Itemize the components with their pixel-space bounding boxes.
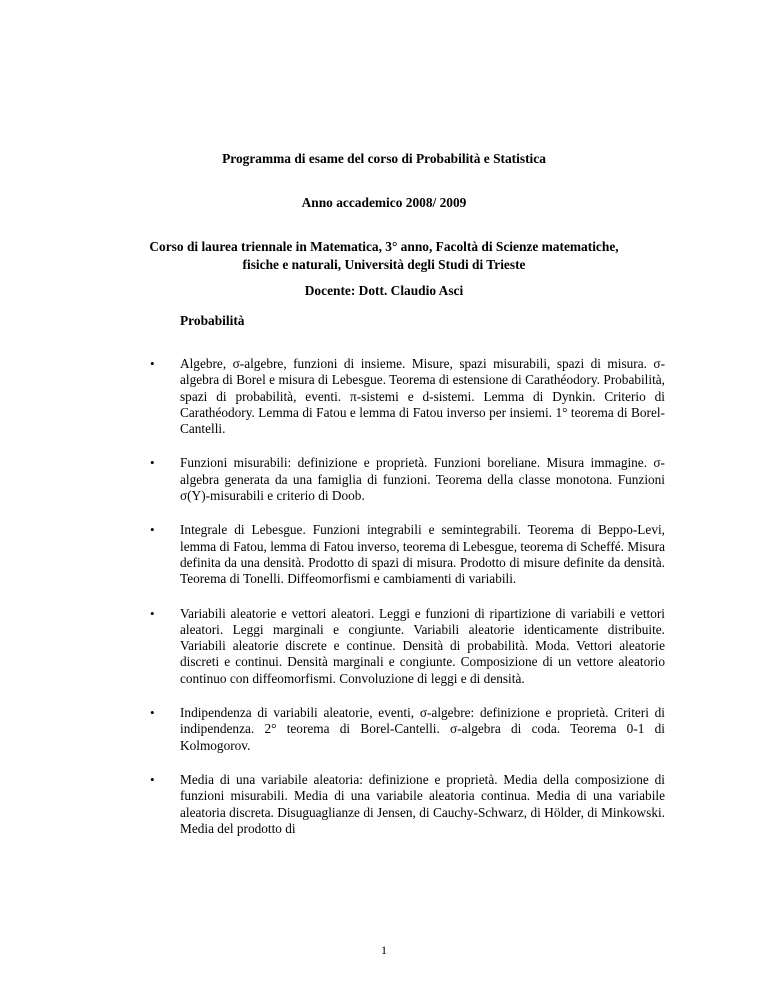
course-line-2: fisiche e naturali, Università degli Studi di Trieste bbox=[242, 257, 526, 272]
document-title: Programma di esame del corso di Probabilità e Statistica bbox=[222, 151, 546, 166]
list-item-text: Funzioni misurabili: definizione e proprietà. Funzioni boreliane. Misura immagine. σ-algebra generata da una famiglia di funzioni. Teorema della classe monotona. Funzioni σ(Y)-misurabili e criterio di Doob. bbox=[180, 455, 665, 504]
topic-list bbox=[150, 356, 665, 855]
bullet-icon: • bbox=[150, 455, 155, 471]
bullet-icon: • bbox=[150, 705, 155, 721]
bullet-icon: • bbox=[150, 522, 155, 538]
bullet-icon: • bbox=[150, 356, 155, 371]
bullet-icon: • bbox=[150, 771, 155, 787]
list-item bbox=[150, 705, 665, 754]
list-item-text: Indipendenza di variabili aleatorie, eventi, σ-algebre: definizione e proprietà. Criteri di indipendenza. 2° teorema di Borel-Cantelli. σ-algebra di coda. Teorema 0-1 di Kolmogorov. bbox=[180, 705, 665, 753]
list-item-text: Variabili aleatorie e vettori aleatori. Leggi e funzioni di ripartizione di variabili e vettori aleatori. Leggi marginali e congiunte. Variabili aleatorie identicamente distribuite. Variabili aleatorie discrete e continue. Densità di probabilità. Moda. Vettori aleatorie discreti e continui. Densità marginali e congiunte. Composizione di un vettore aleatorio continuo con diffeomorfismi. Convoluzione di leggi e di densità. bbox=[180, 605, 665, 686]
list-item bbox=[150, 356, 665, 437]
page-number: 1 bbox=[381, 943, 387, 957]
list-item bbox=[150, 605, 665, 687]
bullet-icon: • bbox=[150, 605, 155, 621]
list-item bbox=[150, 522, 665, 587]
list-item bbox=[150, 771, 665, 837]
list-item-text: Algebre, σ-algebre, funzioni di insieme. Misure, spazi misurabili, spazi di misura. σ-algebra di Borel e misura di Lebesgue. Teorema di estensione di Carathéodory. Probabilità, spazi di probabilità, eventi. π-sistemi e d-sistemi. Lemma di Dynkin. Criterio di Carathéodory. Lemma di Fatou e lemma di Fatou inverso per insiemi. 1° teorema di Borel-Cantelli. bbox=[180, 356, 665, 437]
list-item bbox=[150, 455, 665, 504]
section-heading: Probabilità bbox=[180, 313, 245, 328]
academic-year: Anno accademico 2008/ 2009 bbox=[301, 195, 467, 210]
course-line-1: Corso di laurea triennale in Matematica, 3° anno, Facoltà di Scienze matematiche, bbox=[149, 239, 619, 254]
teacher: Docente: Dott. Claudio Asci bbox=[304, 283, 464, 298]
list-item-text: Integrale di Lebesgue. Funzioni integrabili e semintegrabili. Teorema di Beppo-Levi, lemma di Fatou, lemma di Fatou inverso, teorema di Lebesgue, teorema di Scheffé. Misura definita da una densità. Prodotto di spazi di misura. Prodotto di misure definite da densità. Teorema di Tonelli. Diffeomorfismi e cambiamenti di variabili. bbox=[180, 522, 665, 587]
list-item-text: Media di una variabile aleatoria: definizione e proprietà. Media della composizione di funzioni misurabili. Media di una variabile aleatoria continua. Media di una variabile aleatoria discreta. Disuguaglianze di Jensen, di Cauchy-Schwarz, di Hölder, di Minkowski. Media del prodotto di bbox=[180, 771, 665, 836]
